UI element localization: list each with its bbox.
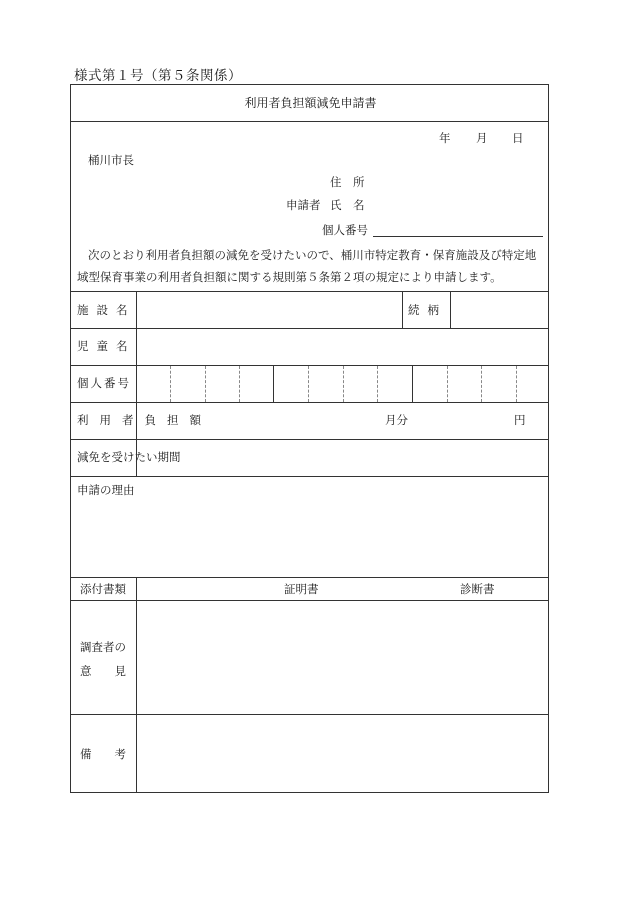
name-label: 氏 名 (330, 198, 365, 212)
remarks-label: 備 考 (80, 747, 126, 761)
label-column-divider (136, 292, 137, 476)
form-number: 様式第１号（第５条関係） (74, 68, 242, 84)
yen-label: 円 (514, 413, 526, 427)
period-label: 減免を受けたい期間 (77, 450, 181, 464)
child-personal-number-field[interactable] (137, 366, 549, 402)
investigator-opinion-field[interactable] (137, 601, 549, 714)
attachments-label: 添付書類 (80, 582, 126, 596)
divider (71, 121, 548, 122)
burden-amount-label: 利用者負担額 (77, 413, 212, 427)
applicant-label: 申請者 (286, 198, 321, 212)
facility-name-label: 施設名 (77, 303, 136, 317)
divider (402, 292, 403, 328)
investigator-opinion-label-line2: 意 見 (80, 664, 126, 678)
reason-label: 申請の理由 (77, 483, 135, 497)
personal-number-label: 個人番号 (322, 223, 368, 237)
date-month-label: 月 (476, 131, 488, 145)
child-name-label: 児童名 (77, 339, 136, 353)
divider (71, 577, 548, 578)
address-label: 住 所 (330, 175, 365, 189)
divider (450, 292, 451, 328)
relationship-field[interactable] (451, 292, 549, 328)
relationship-label: 続柄 (408, 303, 447, 317)
date-year-label: 年 (439, 131, 451, 145)
child-name-field[interactable] (137, 329, 549, 365)
label-column-divider (136, 578, 137, 792)
personal-number-field[interactable] (373, 236, 543, 237)
facility-name-field[interactable] (137, 292, 403, 328)
remarks-field[interactable] (137, 715, 549, 792)
investigator-opinion-label-line1: 調査者の (80, 640, 126, 654)
date-day-label: 日 (512, 131, 524, 145)
month-suffix: 月分 (385, 413, 408, 427)
certificate-option[interactable]: 証明書 (284, 582, 319, 596)
child-personal-number-label: 個人番号 (77, 376, 131, 390)
burden-amount-field[interactable] (201, 403, 549, 439)
period-field[interactable] (181, 440, 549, 476)
reason-field[interactable] (77, 503, 547, 575)
divider (71, 476, 548, 477)
medical-certificate-option[interactable]: 診断書 (460, 582, 495, 596)
application-statement: 次のとおり利用者負担額の減免を受けたいので、桶川市特定教育・保育施設及び特定地域型保育事業の利用者負担額に関する規則第５条第２項の規定により申請します。 (77, 248, 537, 284)
form-title: 利用者負担額減免申請書 (244, 96, 377, 110)
addressee: 桶川市長 (88, 153, 134, 167)
application-form (70, 84, 549, 793)
